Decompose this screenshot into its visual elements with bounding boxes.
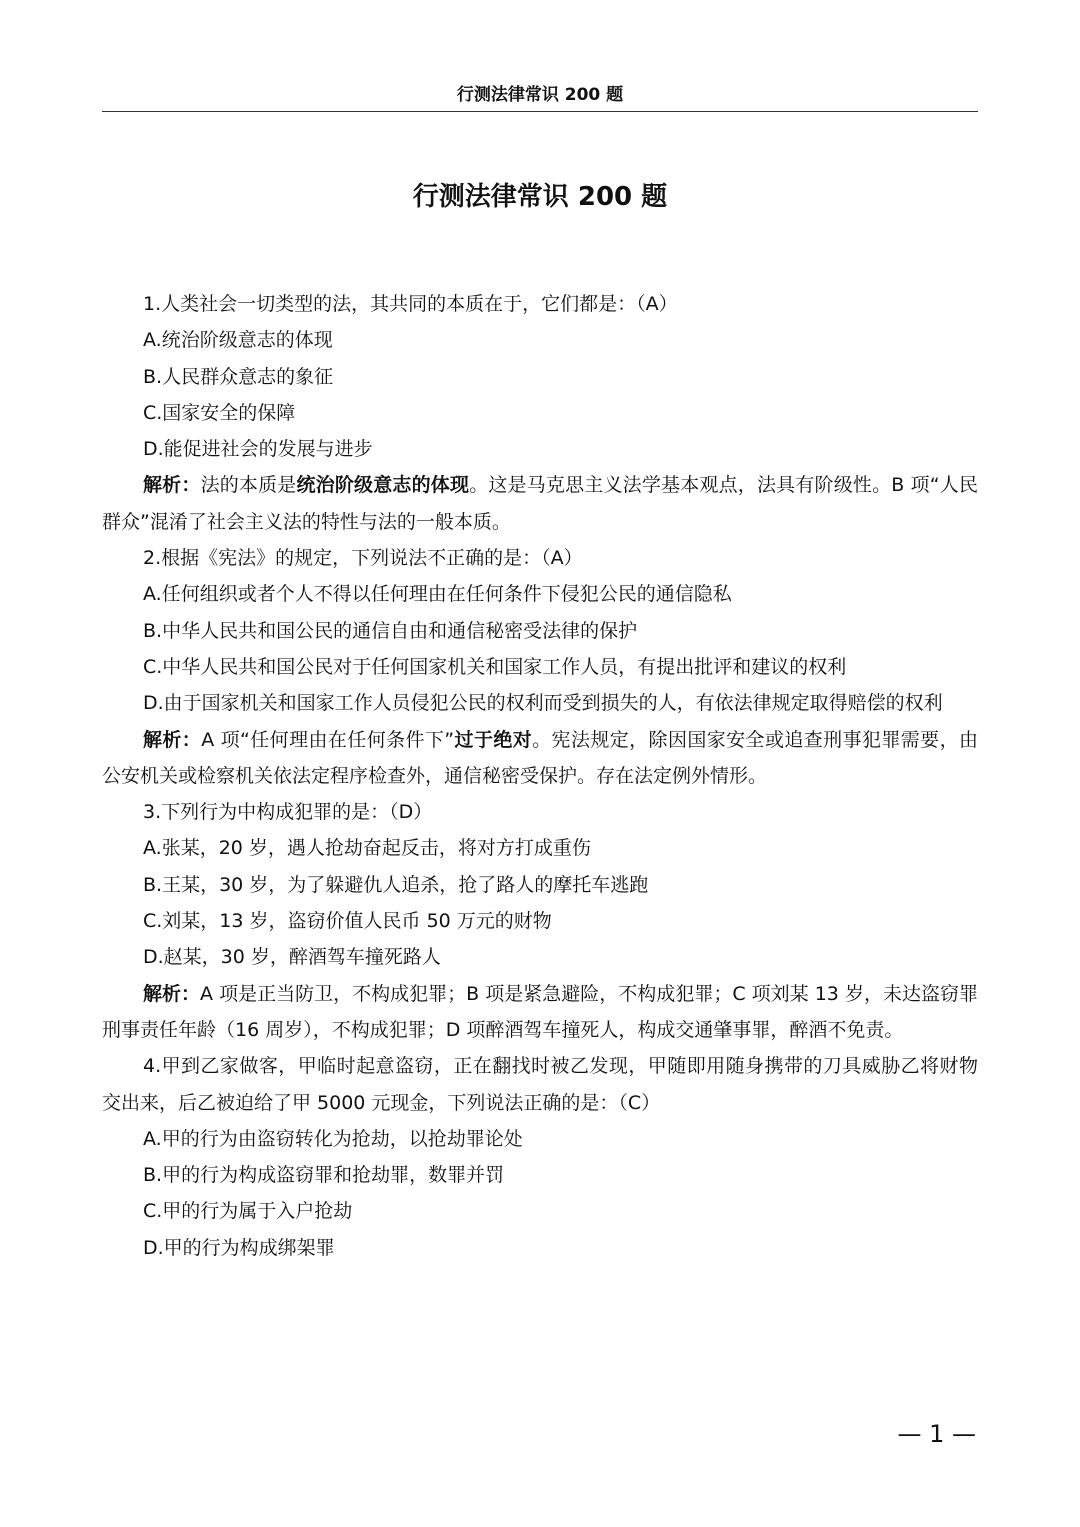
option: D.由于国家机关和国家工作人员侵犯公民的权利而受到损失的人，有依法律规定取得赔偿的权利: [143, 692, 943, 715]
analysis-text: 。这是马克思主义法学基本观点，法具有阶级性。B 项“人民群众”混淆了社会主义法的特性与法的一般本质。: [102, 474, 978, 533]
option: A.甲的行为由盗窃转化为抢劫，以抢劫罪论处: [143, 1127, 523, 1150]
option: B.中华人民共和国公民的通信自由和通信秘密受法律的保护: [143, 619, 638, 642]
option: D.甲的行为构成绑架罪: [143, 1236, 335, 1259]
analysis-text: A 项“任何理由在任何条件下”: [201, 728, 455, 751]
option: C.刘某，13 岁，盗窃价值人民币 50 万元的财物: [143, 910, 552, 933]
analysis-text: 法的本质是: [200, 474, 297, 497]
question-stem: 4.甲到乙家做客，甲临时起意盗窃，正在翻找时被乙发现，甲随即用随身携带的刀具威胁乙将财物交出来，后乙被迫给了甲 5000 元现金，下列说法正确的是：（C）: [102, 1055, 978, 1114]
header-divider: [102, 111, 978, 112]
option: C.甲的行为属于入户抢劫: [143, 1200, 353, 1223]
question-stem: 3.下列行为中构成犯罪的是：（D）: [143, 801, 433, 824]
analysis-label: 解析：: [143, 728, 202, 751]
option: B.王某，30 岁，为了躲避仇人追杀，抢了路人的摩托车逃跑: [143, 873, 649, 896]
option: B.甲的行为构成盗窃罪和抢劫罪，数罪并罚: [143, 1164, 505, 1187]
running-header: 行测法律常识 200 题: [456, 85, 624, 105]
analysis-text: 。宪法规定，除因国家安全或追查刑事犯罪需要，由公安机关或检察机关依法定程序检查外，通信秘密受保护。存在法定例外情形。: [102, 728, 978, 787]
analysis-label: 解析：: [143, 982, 201, 1005]
option: A.张某，20 岁，遇人抢劫奋起反击，将对方打成重伤: [143, 837, 591, 860]
page-number: — 1 —: [897, 1420, 976, 1448]
question-content: [102, 286, 978, 1266]
option: A.任何组织或者个人不得以任何理由在任何条件下侵犯公民的通信隐私: [143, 583, 732, 606]
question-stem: 2.根据《宪法》的规定，下列说法不正确的是：（A）: [143, 547, 583, 570]
analysis: [102, 467, 978, 540]
option: A.统治阶级意志的体现: [143, 329, 333, 352]
analysis-emphasis: 过于绝对: [454, 728, 533, 751]
analysis-emphasis: 统治阶级意志的体现: [296, 474, 470, 497]
document-title: 行测法律常识 200 题: [412, 182, 668, 212]
analysis: [102, 976, 978, 1049]
option: B.人民群众意志的象征: [143, 365, 334, 388]
analysis: [102, 722, 978, 795]
option: C.中华人民共和国公民对于任何国家机关和国家工作人员，有提出批评和建议的权利: [143, 655, 847, 678]
option: D.能促进社会的发展与进步: [143, 438, 373, 461]
question-stem: 1.人类社会一切类型的法，其共同的本质在于，它们都是：（A）: [143, 293, 678, 315]
option: D.赵某，30 岁，醉酒驾车撞死路人: [143, 946, 441, 969]
analysis-text: A 项是正当防卫，不构成犯罪；B 项是紧急避险，不构成犯罪；C 项刘某 13 岁，未达盗窃罪刑事责任年龄（16 周岁），不构成犯罪；D 项醉酒驾车撞死人，构成交通肇事罪，醉酒不免责。: [102, 982, 978, 1041]
option: C.国家安全的保障: [143, 401, 296, 424]
analysis-label: 解析：: [143, 474, 201, 497]
